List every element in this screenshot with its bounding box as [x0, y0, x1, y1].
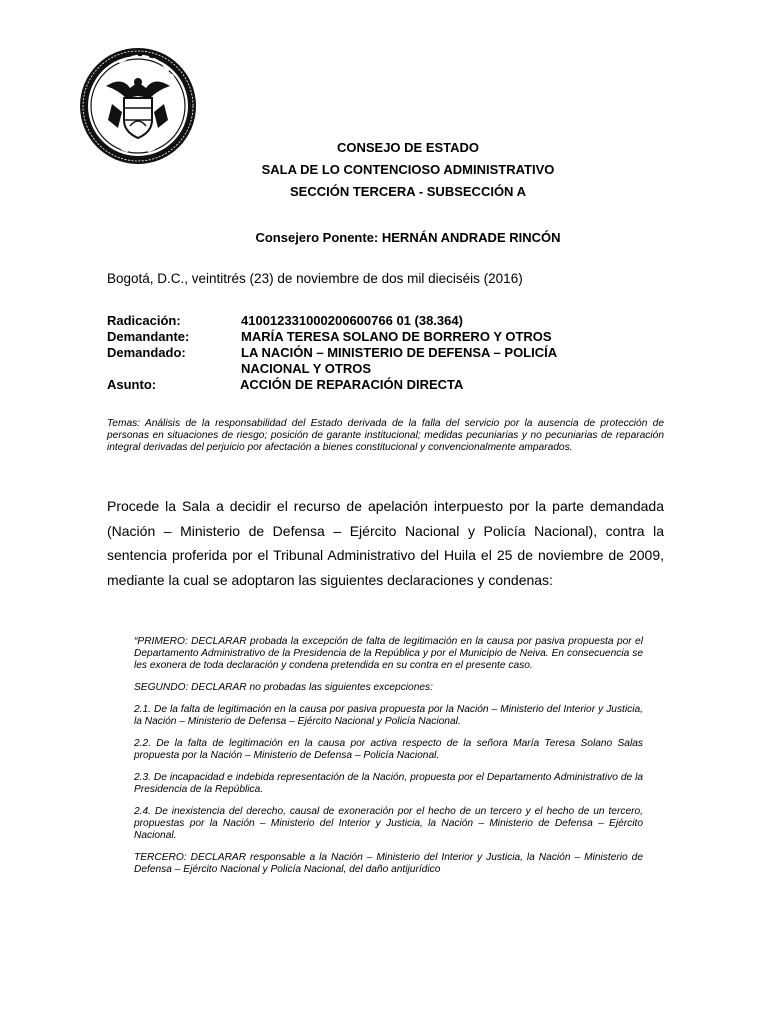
quote-paragraph-segundo: SEGUNDO: DECLARAR no probadas las siguientes excepciones: [134, 682, 433, 693]
demandante-row [107, 329, 641, 345]
chamber-name: SALA DE LO CONTENCIOSO ADMINISTRATIVO [261, 162, 555, 177]
court-name: CONSEJO DE ESTADO [336, 140, 480, 155]
quoted-ruling [134, 636, 643, 886]
asunto-label: Asunto: [107, 377, 157, 392]
introductory-paragraph: Procede la Sala a decidir el recurso de apelación interpuesto por la parte demandada (Nación – Ministerio de Defensa – Ejército Nacional y Policía Nacional), contra la sentencia proferida por el Tribunal Administrativo del Huila el 25 de noviembre de 2009, mediante la cual se adoptaron las siguientes declaraciones y condenas: [107, 498, 664, 588]
document-heading [0, 137, 770, 203]
consejero-ponente: Consejero Ponente: HERNÁN ANDRADE RINCÓN [255, 230, 561, 245]
quote-paragraph-primero: “PRIMERO: DECLARAR probada la excepción de falta de legitimación en la causa por pasiva propuesta por el Departamento Administrativo de la Presidencia de la República y por el Municipio de Neiva. En consecuencia se les exonera de toda declaración y condena pretendida en su contra en el presente caso. [134, 636, 643, 671]
quote-paragraph-2-4: 2.4. De inexistencia del derecho, causal de exoneración por el hecho de un tercero y el hecho de un tercero, propuestas por la Nación – Ministerio del Interior y Justicia, la Nación – Ministerio de Defensa – Ejército Nacional. [134, 806, 643, 841]
demandado-row [107, 345, 641, 377]
topics-summary: Temas: Análisis de la responsabilidad del Estado derivada de la falla del servicio por la ausencia de protección de personas en situaciones de riesgo; posición de garante institucional; medidas pecuniarias y no pecuniarias de reparación integral derivadas del perjuicio por afectación a bienes constitucional y convencionalmente amparados. [107, 418, 664, 453]
demandado-value: LA NACIÓN – MINISTERIO DE DEFENSA – POLICÍA NACIONAL Y OTROS [241, 345, 557, 376]
demandado-label: Demandado: [107, 345, 186, 360]
quote-paragraph-2-3: 2.3. De incapacidad e indebida representación de la Nación, propuesta por el Departamento Administrativo de la Presidencia de la República. [134, 772, 643, 795]
quote-paragraph-2-2: 2.2. De la falta de legitimación en la causa por activa respecto de la señora María Teresa Solano Salas propuesta por la Nación – Ministerio de Defensa – Policía Nacional. [134, 738, 643, 761]
document-date: Bogotá, D.C., veintitrés (23) de noviembre de dos mil dieciséis (2016) [107, 271, 523, 286]
section-name: SECCIÓN TERCERA - SUBSECCIÓN A [290, 184, 526, 199]
quote-paragraph-2-1: 2.1. De la falta de legitimación en la causa por pasiva propuesta por la Nación – Ministerio del Interior y Justicia, la Nación – Ministerio de Defensa – Ejército Nacional y Policía Nacional. [134, 704, 643, 727]
case-metadata [107, 313, 641, 393]
radicacion-row [107, 313, 641, 329]
radicacion-value: 410012331000200600766 01 (38.364) [241, 313, 463, 328]
radicacion-label: Radicación: [107, 313, 181, 328]
demandante-label: Demandante: [107, 329, 190, 344]
asunto-row [107, 377, 641, 393]
quote-paragraph-tercero: TERCERO: DECLARAR responsable a la Nación – Ministerio del Interior y Justicia, la Nación – Ministerio de Defensa – Ejército Nacional y Policía Nacional, del daño antijurídico [134, 852, 643, 875]
asunto-value: ACCIÓN DE REPARACIÓN DIRECTA [240, 377, 464, 392]
demandante-value: MARÍA TERESA SOLANO DE BORRERO Y OTROS [241, 329, 552, 344]
